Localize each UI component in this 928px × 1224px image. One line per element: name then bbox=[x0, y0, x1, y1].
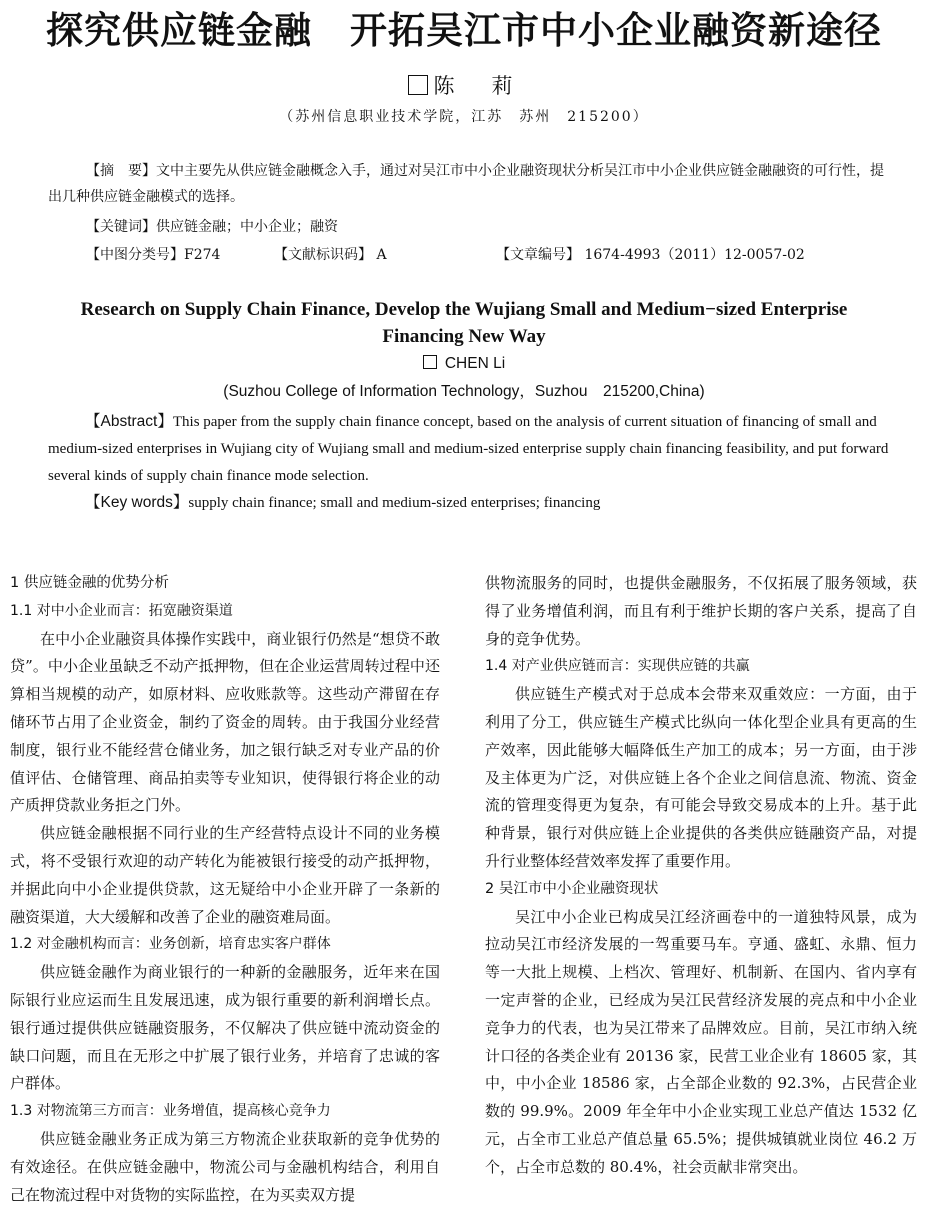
paragraph-continued: 供物流服务的同时，也提供金融服务，不仅拓展了服务领域，获得了业务增值利润，而且有利于维护长期的客户关系，提高了自身的竞争优势。 bbox=[485, 574, 917, 648]
abstract-cn bbox=[48, 158, 890, 210]
paragraph: 供应链金融业务正成为第三方物流企业获取新的竞争优势的有效途径。在供应链金融中，物流公司与金融机构结合，利用自己在物流过程中对货物的实际监控，在为买卖双方提 bbox=[10, 1129, 440, 1204]
keywords-cn-label: 【关键词】 bbox=[86, 219, 156, 235]
abstract-en-text: This paper from the supply chain finance concept, based on the analysis of current situation of financing of small and medium-sized enterprises in Wujiang city of Wujiang small and medium-sized enterprise supply chain financing feasibility, and put forward several kinds of supply chain finance mode selection. bbox=[48, 414, 889, 484]
english-affiliation: (Suzhou College of Information Technology，Suzhou 215200,China) bbox=[223, 383, 705, 400]
classification-line bbox=[48, 242, 890, 268]
clc-label: 【中图分类号】 bbox=[86, 247, 184, 263]
author-line bbox=[0, 71, 928, 101]
english-author-line bbox=[0, 352, 928, 376]
article-no-value: 1674-4993（2011）12-0057-02 bbox=[584, 247, 805, 263]
english-author-name: CHEN Li bbox=[444, 355, 506, 372]
subsection-heading-1-3: 1.3 对物流第三方而言：业务增值，提高核心竞争力 bbox=[10, 1103, 331, 1120]
doc-code-value: A bbox=[376, 247, 387, 263]
keywords-en-label: 【Key words】 bbox=[85, 494, 189, 511]
section-heading-2: 2 吴江市中小企业融资现状 bbox=[485, 880, 659, 897]
body-left-column bbox=[10, 570, 440, 1209]
english-title-line1: Research on Supply Chain Finance, Develop the Wujiang Small and Medium−sized Enterprise bbox=[80, 299, 848, 320]
english-author-box-icon bbox=[423, 355, 437, 369]
english-title-line2: Financing New Way bbox=[382, 326, 546, 347]
body-right-column bbox=[485, 570, 917, 1182]
paper-title: 探究供应链金融 开拓吴江市中小企业融资新途径 bbox=[46, 9, 882, 52]
author-box-icon bbox=[408, 75, 428, 95]
abstract-en bbox=[48, 408, 890, 490]
paragraph: 供应链金融根据不同行业的生产经营特点设计不同的业务模式，将不受银行欢迎的动产转化为能被银行接受的动产抵押物，并据此向中小企业提供贷款，这无疑给中小企业开辟了一条新的融资渠道，大大缓解和改善了企业的融资难局面。 bbox=[10, 824, 440, 926]
author-name: 陈 莉 bbox=[433, 74, 521, 98]
subsection-heading-1-1: 1.1 对中小企业而言：拓宽融资渠道 bbox=[10, 602, 233, 619]
subsection-heading-1-4: 1.4 对产业供应链而言：实现供应链的共赢 bbox=[485, 658, 750, 675]
keywords-cn-text: 供应链金融；中小企业；融资 bbox=[156, 219, 338, 235]
paragraph: 吴江中小企业已构成吴江经济画卷中的一道独特风景，成为拉动吴江市经济发展的一驾重要马车。亨通、盛虹、永鼎、恒力等一大批上规模、上档次、管理好、机制新、在国内、省内享有一定声誉的企业，已经成为吴江民营经济发展的亮点和中小企业竞争力的代表，也为吴江带来了品牌效应。目前，吴江市纳入统计口径的各类企业有 20136 家，民营工业企业有 18605 家，其中，中小企业 18586 家，占全部企业数的 92.3%，占民营企业数的 99.9%。2009 年全年中小企业实现工业总产值达 1532 亿元，占全市工业总产值总量 65.5%；提供城镇就业岗位 46.2 万个，占全市总数的 80.4%，社会贡献非常突出。 bbox=[485, 907, 917, 1176]
keywords-cn bbox=[48, 214, 890, 240]
affiliation: （苏州信息职业技术学院，江苏 苏州 215200） bbox=[279, 109, 649, 125]
doc-code-label: 【文献标识码】 bbox=[274, 247, 372, 263]
keywords-en-text: supply chain finance; small and medium-sized enterprises; financing bbox=[188, 495, 601, 511]
english-title bbox=[0, 296, 928, 350]
abstract-en-label: 【Abstract】 bbox=[85, 413, 173, 430]
abstract-cn-label: 【摘 要】 bbox=[86, 163, 156, 179]
article-no-label: 【文章编号】 bbox=[496, 247, 580, 263]
abstract-cn-text: 文中主要先从供应链金融概念入手，通过对吴江市中小企业融资现状分析吴江市中小企业供应链金融融资的可行性，提出几种供应链金融模式的选择。 bbox=[48, 163, 884, 205]
clc-value: F274 bbox=[184, 247, 221, 263]
paragraph: 在中小企业融资具体操作实践中，商业银行仍然是“想贷不敢贷”。中小企业虽缺乏不动产抵押物，但在企业运营周转过程中还算相当规模的动产，如原材料、应收账款等。这些动产滞留在存储环节占用了企业资金，制约了资金的周转。由于我国分业经营制度，银行业不能经营仓储业务，加之银行缺乏对专业产品的价值评估、仓储管理、商品拍卖等专业知识，使得银行将企业的动产质押贷款业务拒之门外。 bbox=[10, 629, 440, 815]
subsection-heading-1-2: 1.2 对金融机构而言：业务创新，培育忠实客户群体 bbox=[10, 936, 331, 953]
section-heading-1: 1 供应链金融的优势分析 bbox=[10, 575, 169, 591]
paragraph: 供应链金融作为商业银行的一种新的金融服务，近年来在国际银行业应运而生且发展迅速，成为银行重要的新利润增长点。银行通过提供供应链融资服务，不仅解决了供应链中流动资金的缺口问题，而且在无形之中扩展了银行业务，并培育了忠诚的客户群体。 bbox=[10, 963, 440, 1093]
keywords-en bbox=[85, 489, 905, 517]
paragraph: 供应链生产模式对于总成本会带来双重效应：一方面，由于利用了分工，供应链生产模式比纵向一体化型企业具有更高的生产效率，因此能够大幅降低生产加工的成本；另一方面，由于涉及主体更为广泛，对供应链上各个企业之间信息流、物流、资金流的管理变得更为复杂，有可能会导致交易成本的上升。基于此种背景，银行对供应链上企业提供的各类供应链融资产品，对提升行业整体经营效率发挥了重要作用。 bbox=[485, 685, 917, 870]
